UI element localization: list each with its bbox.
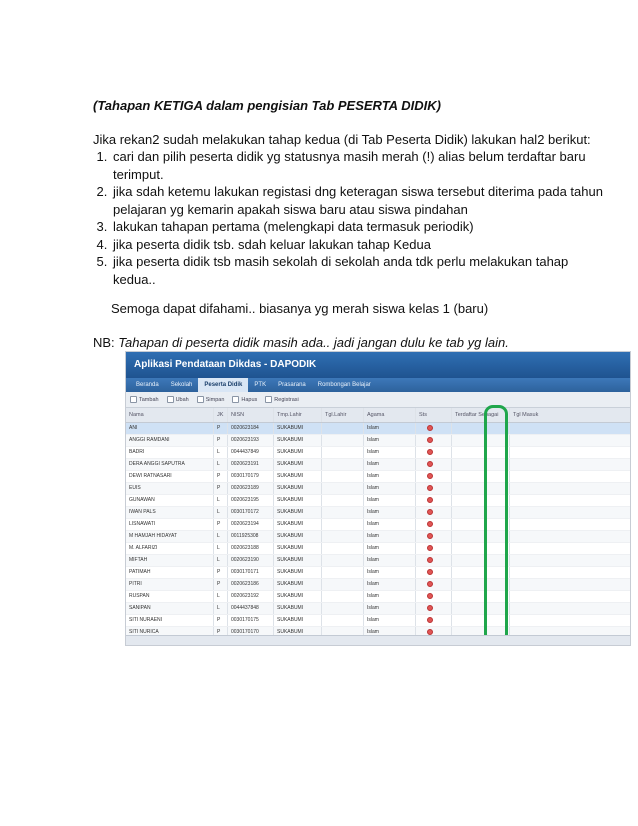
table-cell: 0020623192 bbox=[228, 591, 274, 602]
table-cell bbox=[510, 519, 610, 530]
table-cell bbox=[322, 555, 364, 566]
nb-note bbox=[93, 334, 613, 352]
table-cell: Islam bbox=[364, 591, 416, 602]
status-cell bbox=[416, 531, 452, 542]
closing-paragraph: Semoga dapat difahami.. biasanya yg merah siswa kelas 1 (baru) bbox=[111, 301, 489, 316]
column-header[interactable]: JK bbox=[214, 408, 228, 422]
table-cell: L bbox=[214, 531, 228, 542]
table-cell bbox=[322, 531, 364, 542]
status-unregistered-icon bbox=[427, 593, 433, 599]
add-button-label: Tambah bbox=[139, 396, 159, 403]
steps-list bbox=[93, 148, 613, 288]
table-cell bbox=[510, 507, 610, 518]
add-button[interactable] bbox=[130, 396, 159, 403]
document-body bbox=[93, 97, 613, 351]
table-cell: Islam bbox=[364, 495, 416, 506]
table-cell: EUIS bbox=[126, 483, 214, 494]
table-cell: Islam bbox=[364, 579, 416, 590]
table-row[interactable] bbox=[126, 531, 630, 543]
status-cell bbox=[416, 423, 452, 434]
table-cell: SUKABUMI bbox=[274, 567, 322, 578]
table-cell bbox=[322, 591, 364, 602]
step-item: 2. jika sdah ketemu lakukan registasi dng keteragan siswa tersebut diterima pada tahun pelajaran yg kemarin apakah siswa baru atau siswa pindahan bbox=[111, 183, 613, 218]
table-cell: SUKABUMI bbox=[274, 435, 322, 446]
table-cell: 0020623195 bbox=[228, 495, 274, 506]
table-row[interactable] bbox=[126, 495, 630, 507]
table-cell: L bbox=[214, 447, 228, 458]
column-header[interactable]: Terdaftar Sebagai bbox=[452, 408, 510, 422]
tab-peserta-didik[interactable]: Peserta Didik bbox=[198, 378, 248, 392]
dapodik-app-screenshot bbox=[125, 351, 631, 646]
table-cell bbox=[510, 423, 610, 434]
table-cell bbox=[322, 447, 364, 458]
table-cell bbox=[510, 615, 610, 626]
status-unregistered-icon bbox=[427, 569, 433, 575]
status-unregistered-icon bbox=[427, 509, 433, 515]
status-unregistered-icon bbox=[427, 521, 433, 527]
table-cell bbox=[510, 483, 610, 494]
table-cell: Islam bbox=[364, 603, 416, 614]
table-row[interactable] bbox=[126, 507, 630, 519]
table-cell: 0020623189 bbox=[228, 483, 274, 494]
status-cell bbox=[416, 435, 452, 446]
table-cell: MIFTAH bbox=[126, 555, 214, 566]
table-cell: SUKABUMI bbox=[274, 483, 322, 494]
tab-sekolah[interactable]: Sekolah bbox=[170, 382, 193, 388]
tab-rombongan-belajar[interactable]: Rombongan Belajar bbox=[317, 382, 371, 388]
table-cell bbox=[322, 603, 364, 614]
status-cell bbox=[416, 567, 452, 578]
table-cell: SUKABUMI bbox=[274, 591, 322, 602]
table-cell: 0020623193 bbox=[228, 435, 274, 446]
status-unregistered-icon bbox=[427, 485, 433, 491]
table-cell bbox=[322, 579, 364, 590]
nb-text: Tahapan di peserta didik masih ada.. jadi jangan dulu ke tab yg lain. bbox=[118, 334, 509, 350]
table-cell: M. ALFARIZI bbox=[126, 543, 214, 554]
table-cell: Islam bbox=[364, 423, 416, 434]
grid-pager bbox=[126, 635, 630, 645]
status-unregistered-icon bbox=[427, 545, 433, 551]
table-cell: SUKABUMI bbox=[274, 603, 322, 614]
status-column-highlight bbox=[484, 405, 508, 643]
table-cell: ANI bbox=[126, 423, 214, 434]
table-cell: SUKABUMI bbox=[274, 447, 322, 458]
table-cell: 0030170172 bbox=[228, 507, 274, 518]
status-cell bbox=[416, 483, 452, 494]
app-title-bar: Aplikasi Pendataan Dikdas - DAPODIK bbox=[126, 352, 630, 378]
table-cell: SUKABUMI bbox=[274, 579, 322, 590]
table-cell: P bbox=[214, 519, 228, 530]
status-unregistered-icon bbox=[427, 449, 433, 455]
table-cell: DEWI RATNASARI bbox=[126, 471, 214, 482]
table-cell: Islam bbox=[364, 483, 416, 494]
column-header[interactable]: Sts bbox=[416, 408, 452, 422]
table-cell: 0030170175 bbox=[228, 615, 274, 626]
table-cell: SUKABUMI bbox=[274, 615, 322, 626]
table-cell: SUKABUMI bbox=[274, 507, 322, 518]
table-cell bbox=[510, 555, 610, 566]
table-cell: Islam bbox=[364, 543, 416, 554]
table-row[interactable] bbox=[126, 555, 630, 567]
table-cell: 0011925308 bbox=[228, 531, 274, 542]
table-cell: P bbox=[214, 471, 228, 482]
table-cell bbox=[322, 471, 364, 482]
table-cell: 0020623190 bbox=[228, 555, 274, 566]
table-cell: DERA ANGGI SAPUTRA bbox=[126, 459, 214, 470]
table-cell: SITI NURICA bbox=[126, 627, 214, 638]
table-cell: P bbox=[214, 567, 228, 578]
table-cell bbox=[322, 615, 364, 626]
disk-icon bbox=[197, 396, 204, 403]
table-cell: ANGGI RAMDANI bbox=[126, 435, 214, 446]
table-cell: P bbox=[214, 435, 228, 446]
status-unregistered-icon bbox=[427, 437, 433, 443]
step-item: 3. lakukan tahapan pertama (melengkapi data termasuk periodik) bbox=[111, 218, 613, 236]
grid-header bbox=[126, 408, 630, 423]
table-row[interactable] bbox=[126, 483, 630, 495]
status-cell bbox=[416, 603, 452, 614]
table-cell: 0030170171 bbox=[228, 567, 274, 578]
table-cell: SUKABUMI bbox=[274, 627, 322, 638]
status-unregistered-icon bbox=[427, 629, 433, 635]
table-cell: L bbox=[214, 555, 228, 566]
delete-button[interactable] bbox=[232, 396, 257, 403]
table-cell bbox=[322, 543, 364, 554]
status-cell bbox=[416, 507, 452, 518]
table-cell: Islam bbox=[364, 447, 416, 458]
register-icon bbox=[265, 396, 272, 403]
table-cell bbox=[322, 495, 364, 506]
table-cell: L bbox=[214, 507, 228, 518]
table-row[interactable] bbox=[126, 603, 630, 615]
table-cell bbox=[322, 519, 364, 530]
column-header[interactable]: NISN bbox=[228, 408, 274, 422]
status-unregistered-icon bbox=[427, 605, 433, 611]
table-cell bbox=[322, 507, 364, 518]
table-row[interactable] bbox=[126, 615, 630, 627]
status-unregistered-icon bbox=[427, 533, 433, 539]
table-cell: L bbox=[214, 543, 228, 554]
table-row[interactable] bbox=[126, 591, 630, 603]
tab-beranda[interactable]: Beranda bbox=[136, 382, 159, 388]
table-cell: SUKABUMI bbox=[274, 459, 322, 470]
table-cell bbox=[322, 459, 364, 470]
table-cell: P bbox=[214, 615, 228, 626]
table-cell: Islam bbox=[364, 615, 416, 626]
table-cell bbox=[322, 423, 364, 434]
table-cell: Islam bbox=[364, 531, 416, 542]
status-unregistered-icon bbox=[427, 617, 433, 623]
document-heading: (Tahapan KETIGA dalam pengisian Tab PESERTA DIDIK) bbox=[93, 98, 441, 113]
status-cell bbox=[416, 579, 452, 590]
status-cell bbox=[416, 555, 452, 566]
grid-body bbox=[126, 423, 630, 639]
table-cell bbox=[510, 531, 610, 542]
table-cell: Islam bbox=[364, 435, 416, 446]
register-button-label: Registrasi bbox=[274, 396, 299, 403]
status-cell bbox=[416, 447, 452, 458]
status-cell bbox=[416, 615, 452, 626]
table-row[interactable] bbox=[126, 519, 630, 531]
table-cell: SUKABUMI bbox=[274, 471, 322, 482]
column-header[interactable]: Nama bbox=[126, 408, 214, 422]
minus-icon bbox=[232, 396, 239, 403]
tab-prasarana[interactable]: Prasarana bbox=[278, 382, 306, 388]
pencil-icon bbox=[167, 396, 174, 403]
table-cell: M HAMJAH HIDAYAT bbox=[126, 531, 214, 542]
table-row[interactable] bbox=[126, 423, 630, 435]
table-row[interactable] bbox=[126, 543, 630, 555]
app-tab-bar bbox=[126, 378, 630, 392]
table-cell: LISNAWATI bbox=[126, 519, 214, 530]
nb-label: NB: bbox=[93, 334, 119, 350]
step-item: 5. jika peserta didik tsb masih sekolah di sekolah anda tdk perlu melakukan tahap kedua.. bbox=[111, 253, 613, 288]
save-button-label: Simpan bbox=[205, 396, 225, 403]
status-cell bbox=[416, 591, 452, 602]
status-unregistered-icon bbox=[427, 473, 433, 479]
table-cell: L bbox=[214, 591, 228, 602]
column-header[interactable]: Agama bbox=[364, 408, 416, 422]
table-cell bbox=[510, 495, 610, 506]
table-cell: RUSPAN bbox=[126, 591, 214, 602]
table-cell: Islam bbox=[364, 507, 416, 518]
table-cell: Islam bbox=[364, 459, 416, 470]
table-cell: L bbox=[214, 495, 228, 506]
column-header[interactable]: Tgl.Lahir bbox=[322, 408, 364, 422]
table-cell bbox=[322, 483, 364, 494]
column-header[interactable]: Tgl Masuk bbox=[513, 412, 539, 418]
table-cell: GUNAWAN bbox=[126, 495, 214, 506]
status-unregistered-icon bbox=[427, 557, 433, 563]
table-row[interactable] bbox=[126, 435, 630, 447]
table-cell: SUKABUMI bbox=[274, 531, 322, 542]
table-row[interactable] bbox=[126, 567, 630, 579]
table-cell: Islam bbox=[364, 555, 416, 566]
table-cell: 0044437849 bbox=[228, 447, 274, 458]
table-cell: Islam bbox=[364, 627, 416, 638]
table-cell bbox=[510, 579, 610, 590]
table-cell: IWAN PALS bbox=[126, 507, 214, 518]
table-cell: 0020623184 bbox=[228, 423, 274, 434]
table-cell: SANIPAN bbox=[126, 603, 214, 614]
table-cell: PATIMAH bbox=[126, 567, 214, 578]
table-cell: SITI NURAENI bbox=[126, 615, 214, 626]
tab-ptk[interactable]: PTK bbox=[254, 382, 267, 388]
delete-button-label: Hapus bbox=[241, 396, 258, 403]
table-row[interactable] bbox=[126, 579, 630, 591]
table-cell bbox=[510, 447, 610, 458]
table-cell bbox=[322, 567, 364, 578]
status-unregistered-icon bbox=[427, 581, 433, 587]
status-cell bbox=[416, 519, 452, 530]
table-cell: SUKABUMI bbox=[274, 555, 322, 566]
table-cell: Islam bbox=[364, 471, 416, 482]
table-cell bbox=[322, 435, 364, 446]
save-button[interactable] bbox=[197, 396, 225, 403]
table-row[interactable] bbox=[126, 471, 630, 483]
table-cell: P bbox=[214, 579, 228, 590]
status-cell bbox=[416, 471, 452, 482]
table-cell: Islam bbox=[364, 519, 416, 530]
table-cell: SUKABUMI bbox=[274, 423, 322, 434]
table-cell bbox=[510, 435, 610, 446]
table-cell: PITRI bbox=[126, 579, 214, 590]
intro-paragraph: Jika rekan2 sudah melakukan tahap kedua (di Tab Peserta Didik) lakukan hal2 berikut: bbox=[93, 131, 591, 147]
status-cell bbox=[416, 495, 452, 506]
table-cell bbox=[510, 459, 610, 470]
table-cell: 0044437848 bbox=[228, 603, 274, 614]
table-cell: 0020623191 bbox=[228, 459, 274, 470]
table-cell: 0020623188 bbox=[228, 543, 274, 554]
table-cell: SUKABUMI bbox=[274, 543, 322, 554]
table-cell: L bbox=[214, 603, 228, 614]
table-cell bbox=[510, 591, 610, 602]
table-cell: L bbox=[214, 459, 228, 470]
status-unregistered-icon bbox=[427, 425, 433, 431]
column-header[interactable]: Tmp.Lahir bbox=[274, 408, 322, 422]
status-unregistered-icon bbox=[427, 461, 433, 467]
table-cell bbox=[510, 567, 610, 578]
register-button[interactable] bbox=[265, 396, 298, 403]
table-cell: P bbox=[214, 423, 228, 434]
table-cell: SUKABUMI bbox=[274, 519, 322, 530]
step-item: 4. jika peserta didik tsb. sdah keluar lakukan tahap Kedua bbox=[111, 236, 613, 254]
table-row[interactable] bbox=[126, 459, 630, 471]
table-cell: P bbox=[214, 627, 228, 638]
table-cell bbox=[510, 603, 610, 614]
plus-icon bbox=[130, 396, 137, 403]
table-cell: 0030170179 bbox=[228, 471, 274, 482]
table-cell bbox=[510, 471, 610, 482]
table-cell: BADRI bbox=[126, 447, 214, 458]
step-item: 1. cari dan pilih peserta didik yg statusnya masih merah (!) alias belum terdaftar baru terimput. bbox=[111, 148, 613, 183]
table-cell: SUKABUMI bbox=[274, 495, 322, 506]
status-unregistered-icon bbox=[427, 497, 433, 503]
table-cell: 0020623186 bbox=[228, 579, 274, 590]
app-toolbar bbox=[126, 392, 630, 408]
edit-button[interactable] bbox=[167, 396, 189, 403]
table-row[interactable] bbox=[126, 447, 630, 459]
status-cell bbox=[416, 543, 452, 554]
table-cell: P bbox=[214, 483, 228, 494]
edit-button-label: Ubah bbox=[175, 396, 189, 403]
table-cell: 0020623194 bbox=[228, 519, 274, 530]
status-cell bbox=[416, 459, 452, 470]
table-cell bbox=[510, 543, 610, 554]
table-cell: Islam bbox=[364, 567, 416, 578]
table-cell: 0030170170 bbox=[228, 627, 274, 638]
